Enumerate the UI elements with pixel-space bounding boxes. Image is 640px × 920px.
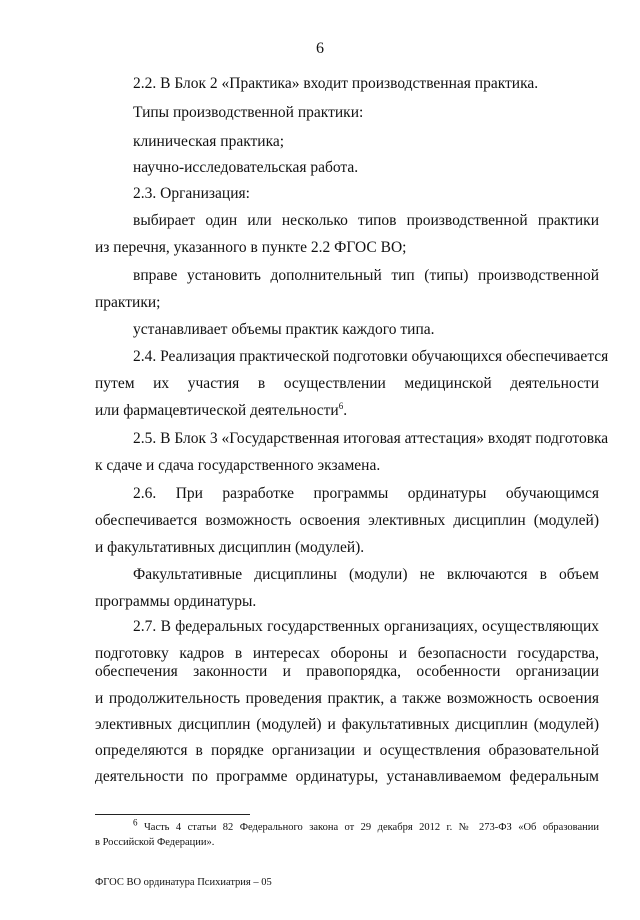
page-number: 6 xyxy=(316,40,324,57)
text-line: элективных дисциплин (модулей) и факультативных дисциплин (модулей) xyxy=(95,716,599,733)
footnote-line xyxy=(133,817,600,835)
page-footer: ФГОС ВО ординатура Психиатрия – 05 xyxy=(95,877,272,888)
text-line: научно-исследовательская работа. xyxy=(133,159,359,176)
footnote-line: в Российской Федерации». xyxy=(95,837,215,848)
text-line: и факультативных дисциплин (модулей). xyxy=(95,539,365,556)
footnote-reference: 6 xyxy=(338,400,344,411)
text-line: подготовку кадров в интересах обороны и безопасности государства, xyxy=(95,645,599,662)
text-line: к сдаче и сдача государственного экзамена. xyxy=(95,457,381,474)
text-line: путем их участия в осуществлении медицинской деятельности xyxy=(95,375,599,392)
text-line: из перечня, указанного в пункте 2.2 ФГОС ВО; xyxy=(95,239,407,256)
text-line: обеспечивается возможность освоения элективных дисциплин (модулей) xyxy=(95,512,599,529)
text-line: 2.4. Реализация практической подготовки обучающихся обеспечивается xyxy=(133,348,609,365)
text-line: программы ординатуры. xyxy=(95,593,257,610)
text-line: 2.2. В Блок 2 «Практика» входит производственная практика. xyxy=(133,75,539,92)
text-line: 2.3. Организация: xyxy=(133,185,250,202)
text-line: и продолжительность проведения практик, а также возможность освоения xyxy=(95,690,599,707)
text-line: устанавливает объемы практик каждого типа. xyxy=(133,321,435,338)
text-line: 2.6. При разработке программы ординатуры обучающимся xyxy=(133,485,599,502)
text-line: определяются в порядке организации и осуществления образовательной xyxy=(95,742,599,759)
text-line: или фармацевтической деятельности$^6$. xyxy=(95,400,348,419)
text-line: 2.5. В Блок 3 «Государственная итоговая аттестация» входят подготовка xyxy=(133,430,609,447)
footnote-text: Часть 4 статьи 82 Федерального закона от 29 декабря 2012 г. № 273-ФЗ «Об образовании xyxy=(143,822,600,833)
footnote-marker: 6 xyxy=(133,817,138,828)
text-line: клиническая практика; xyxy=(133,133,285,150)
text-line: практики; xyxy=(95,294,161,311)
text-line: выбирает один или несколько типов производственной практики xyxy=(133,212,599,229)
text-line-body: или фармацевтической деятельности xyxy=(95,402,339,419)
text-line: вправе установить дополнительный тип (типы) производственной xyxy=(133,267,599,284)
footnote-divider xyxy=(95,814,250,815)
text-line: Факультативные дисциплины (модули) не включаются в объем xyxy=(133,566,599,583)
text-line: деятельности по программе ординатуры, устанавливаемом федеральным xyxy=(95,768,599,785)
text-line: обеспечения законности и правопорядка, особенности организации xyxy=(95,663,599,680)
text-line: 2.7. В федеральных государственных организациях, осуществляющих xyxy=(133,618,599,635)
text-line: Типы производственной практики: xyxy=(133,104,364,121)
